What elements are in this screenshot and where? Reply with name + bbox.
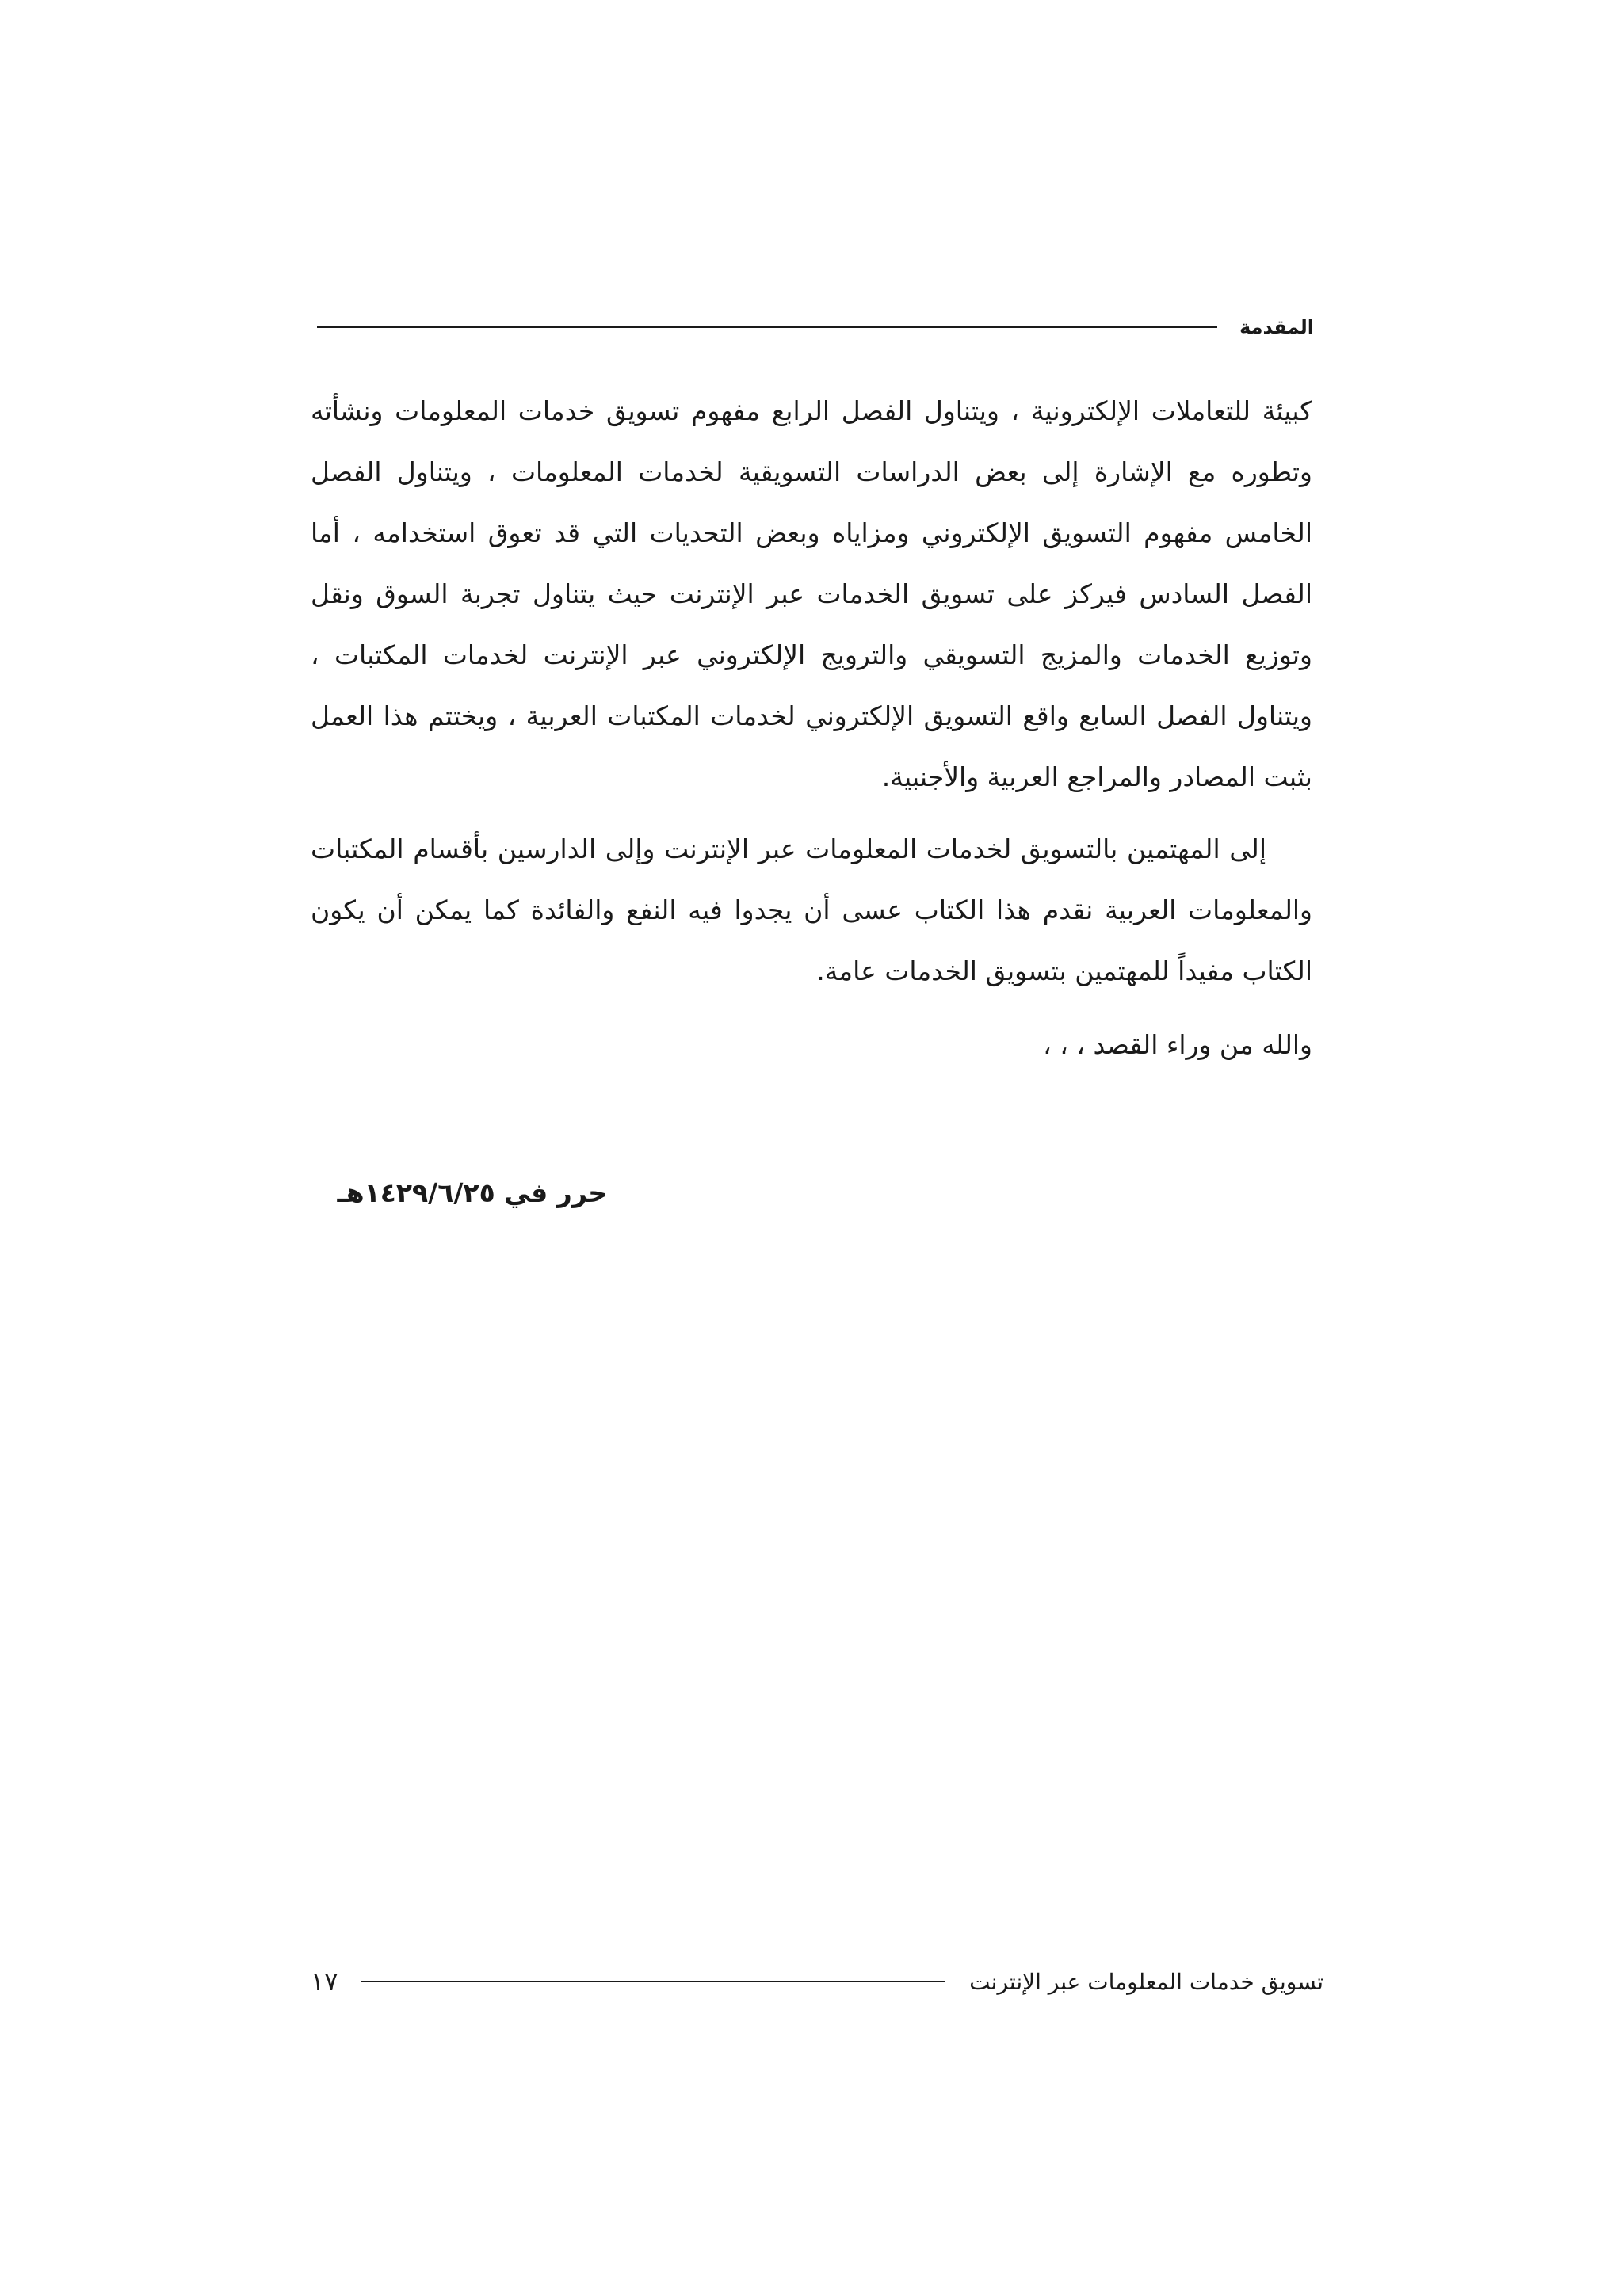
running-footer [311,1962,1323,2001]
header-rule [317,326,1217,328]
date-line: حرر في ١٤٢٩/٦/٢٥هـ [337,1177,607,1208]
footer-rule [361,1981,945,1982]
paragraph-1: كبيئة للتعاملات الإلكترونية ، ويتناول الفصل الرابع مفهوم تسويق خدمات المعلومات ونشأته وتطوره مع الإشارة إلى بعض الدراسات التسويقية لخدمات المعلومات ، ويتناول الفصل الخامس مفهوم التسويق الإلكتروني ومزاياه وبعض التحديات التي قد تعوق استخدامه ، أما الفصل السادس فيركز على تسويق الخدمات عبر الإنترنت حيث يتناول تجربة السوق ونقل وتوزيع الخدمات والمزيج التسويقي والترويج الإلكتروني عبر الإنترنت لخدمات المكتبات ، ويتناول الفصل السابع واقع التسويق الإلكتروني لخدمات المكتبات العربية ، ويختتم هذا العمل بثبت المصادر والمراجع العربية والأجنبية. [311,395,1312,792]
running-header [317,307,1314,347]
footer-book-title: تسويق خدمات المعلومات عبر الإنترنت [969,1968,1323,1995]
page-number: ١٧ [311,1966,338,1997]
body-text [311,380,1312,1075]
closing-line: والله من وراء القصد ، ، ، [1043,1029,1312,1060]
chapter-title: المقدمة [1239,316,1314,338]
paragraph-2: إلى المهتمين بالتسويق لخدمات المعلومات عبر الإنترنت وإلى الدارسين بأقسام المكتبات والمعلومات العربية نقدم هذا الكتاب عسى أن يجدوا فيه النفع والفائدة كما يمكن أن يكون الكتاب مفيداً للمهتمين بتسويق الخدمات عامة. [311,833,1312,986]
